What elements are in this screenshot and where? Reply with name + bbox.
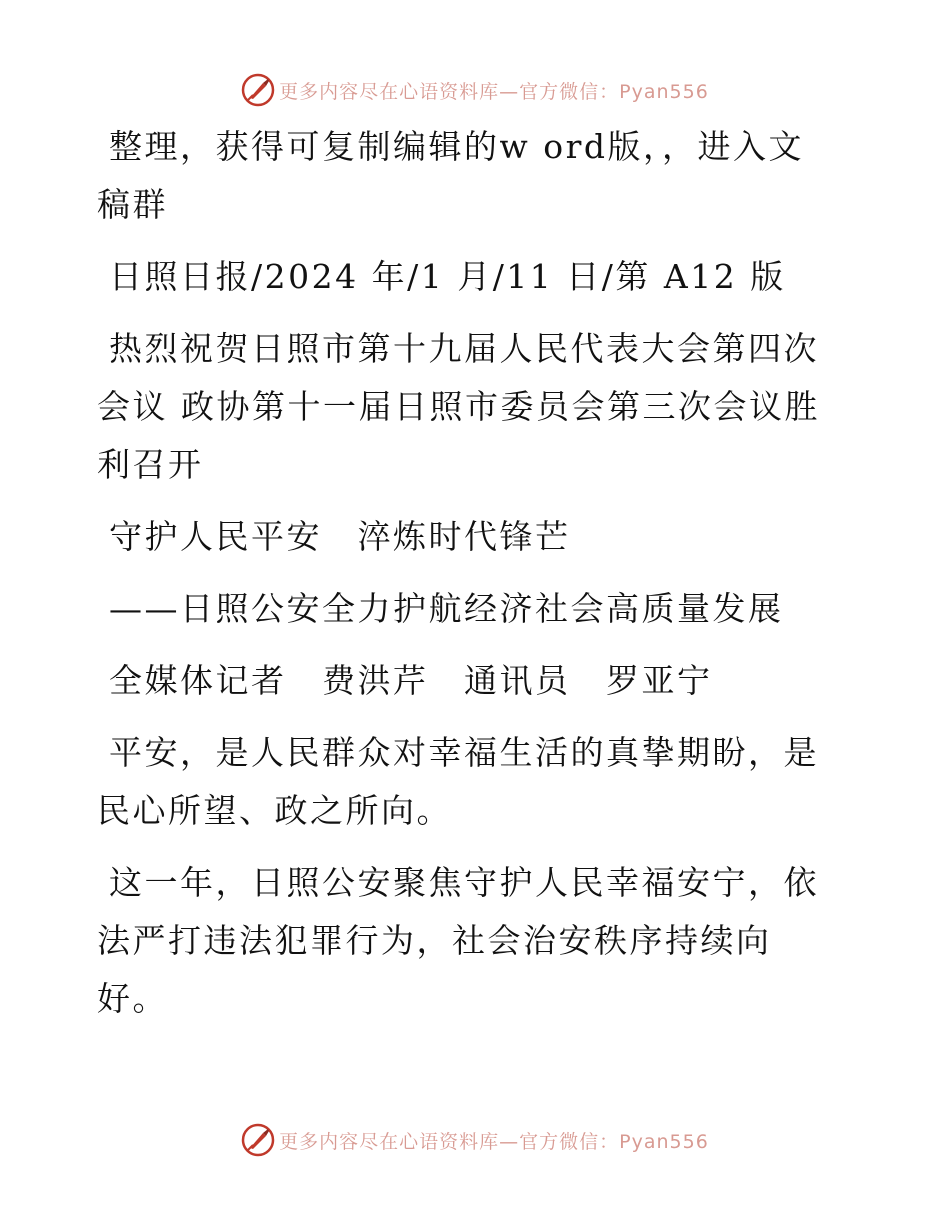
body-paragraph: 这一年，日照公安聚焦守护人民幸福安宁，依法严打违法犯罪行为，社会治安秩序持续向好。 — [97, 863, 819, 1018]
watermark-text: 更多内容尽在心语资料库—官方微信：Pyan556 — [279, 80, 709, 103]
paragraph-1: 整理，获得可复制编辑的w ord版，，进入文稿群 — [97, 127, 805, 224]
watermark-header — [0, 70, 950, 110]
quill-pen-icon — [241, 1123, 275, 1157]
article-subtitle: ——日照公安全力护航经济社会高质量发展 — [109, 589, 784, 628]
byline: 全媒体记者 费洪芹 通讯员 罗亚宁 — [109, 661, 713, 700]
watermark-footer — [0, 1120, 950, 1160]
article-title: 守护人民平安 淬炼时代锋芒 — [109, 517, 571, 556]
dateline: 日照日报/2024 年/1 月/11 日/第 A12 版 — [109, 257, 786, 296]
document-body — [97, 118, 837, 1042]
quill-pen-icon — [241, 73, 275, 107]
headline-banner: 热烈祝贺日照市第十九届人民代表大会第四次会议 政协第十一届日照市委员会第三次会议胜利召开 — [97, 329, 820, 484]
watermark-text: 更多内容尽在心语资料库—官方微信：Pyan556 — [279, 1130, 709, 1153]
body-paragraph: 平安，是人民群众对幸福生活的真挚期盼，是民心所望、政之所向。 — [97, 733, 819, 830]
